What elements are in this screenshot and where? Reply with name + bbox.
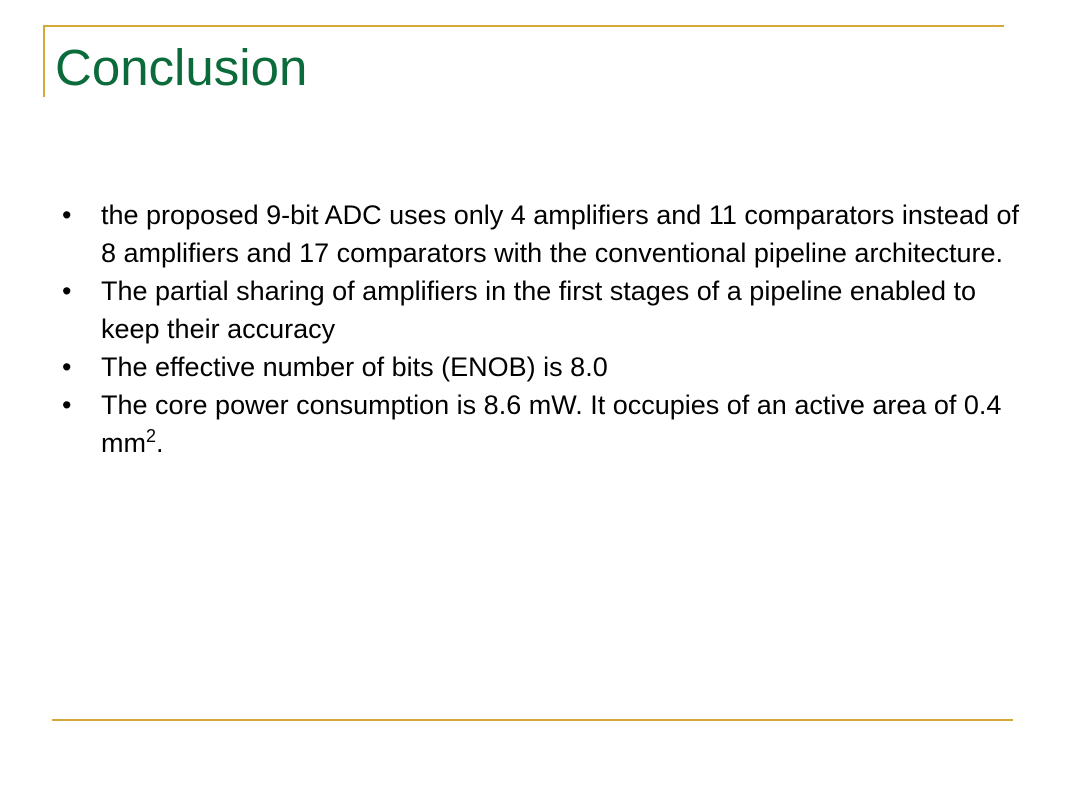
bullet-item-4	[62, 386, 1022, 462]
bullet-text: The effective number of bits (ENOB) is 8.0	[101, 352, 608, 382]
bullet-text: The core power consumption is 8.6 mW. It occupies of an active area of 0.4 mm	[101, 390, 1002, 458]
bullet-text: the proposed 9-bit ADC uses only 4 amplifiers and 11 comparators instead of 8 amplifiers and 17 comparators with the conventional pipeline architecture.	[101, 200, 1019, 268]
bullet-list	[62, 196, 1022, 462]
bullet-item-3	[62, 348, 1022, 386]
left-decorative-rule	[43, 25, 45, 97]
bullet-text: The partial sharing of amplifiers in the first stages of a pipeline enabled to keep their accuracy	[101, 276, 976, 344]
bullet-item-1	[62, 196, 1022, 272]
bottom-decorative-rule	[52, 719, 1013, 721]
bullet-marker: •	[62, 200, 72, 230]
bullet-marker: •	[62, 390, 72, 420]
bullet-marker: •	[62, 276, 72, 306]
bullet-item-2	[62, 272, 1022, 348]
slide-title: Conclusion	[55, 39, 308, 96]
bullet-suffix: .	[156, 428, 164, 458]
area-unit-superscript: 2	[145, 426, 156, 446]
bullet-marker: •	[62, 352, 72, 382]
top-decorative-rule	[43, 25, 1004, 27]
